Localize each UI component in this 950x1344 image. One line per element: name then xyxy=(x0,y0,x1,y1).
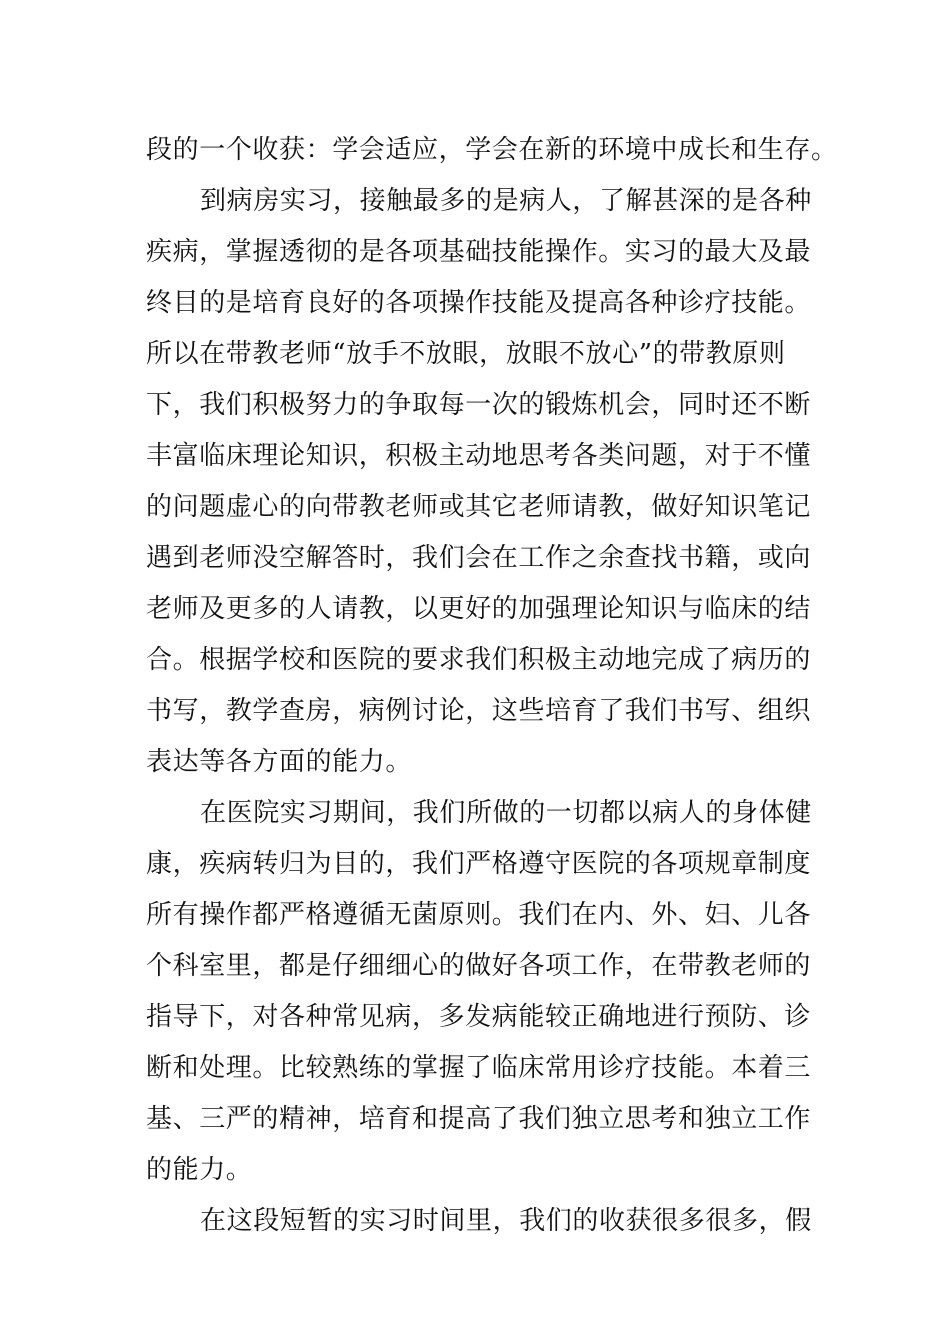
text-line: 的能力。 xyxy=(146,1155,253,1185)
text-line: 合。根据学校和医院的要求我们积极主动地完成了病历的 xyxy=(146,645,812,675)
text-line: 断和处理。比较熟练的掌握了临床常用诊疗技能。本着三 xyxy=(146,1053,812,1083)
text-line: 所有操作都严格遵循无菌原则。我们在内、外、妇、儿各 xyxy=(146,900,812,930)
text-line: 疾病，掌握透彻的是各项基础技能操作。实习的最大及最 xyxy=(146,237,812,267)
text-line: 段的一个收获：学会适应，学会在新的环境中成长和生存。 xyxy=(146,135,838,165)
text-line: 老师及更多的人请教，以更好的加强理论知识与临床的结 xyxy=(146,594,812,624)
text-line: 康，疾病转归为目的，我们严格遵守医院的各项规章制度 xyxy=(146,849,812,879)
paragraph-start-line: 到病房实习，接触最多的是病人，了解甚深的是各种 xyxy=(200,186,812,216)
text-line: 指导下，对各种常见病，多发病能较正确地进行预防、诊 xyxy=(146,1002,812,1032)
text-line: 下，我们积极努力的争取每一次的锻炼机会，同时还不断 xyxy=(146,390,812,420)
text-line: 个科室里，都是仔细细心的做好各项工作，在带教老师的 xyxy=(146,951,812,981)
paragraph-start-line: 在这段短暂的实习时间里，我们的收获很多很多，假 xyxy=(200,1206,812,1236)
text-line: 所以在带教老师“放手不放眼，放眼不放心”的带教原则 xyxy=(146,339,786,369)
text-line: 表达等各方面的能力。 xyxy=(146,747,413,777)
text-line: 遇到老师没空解答时，我们会在工作之余查找书籍，或向 xyxy=(146,543,812,573)
text-line: 终目的是培育良好的各项操作技能及提高各种诊疗技能。 xyxy=(146,288,812,318)
text-line: 基、三严的精神，培育和提高了我们独立思考和独立工作 xyxy=(146,1104,812,1134)
text-line: 书写，教学查房，病例讨论，这些培育了我们书写、组织 xyxy=(146,696,812,726)
text-line: 丰富临床理论知识，积极主动地思考各类问题，对于不懂 xyxy=(146,441,812,471)
text-line: 的问题虚心的向带教老师或其它老师请教，做好知识笔记 xyxy=(146,492,812,522)
paragraph-start-line: 在医院实习期间，我们所做的一切都以病人的身体健 xyxy=(200,798,812,828)
